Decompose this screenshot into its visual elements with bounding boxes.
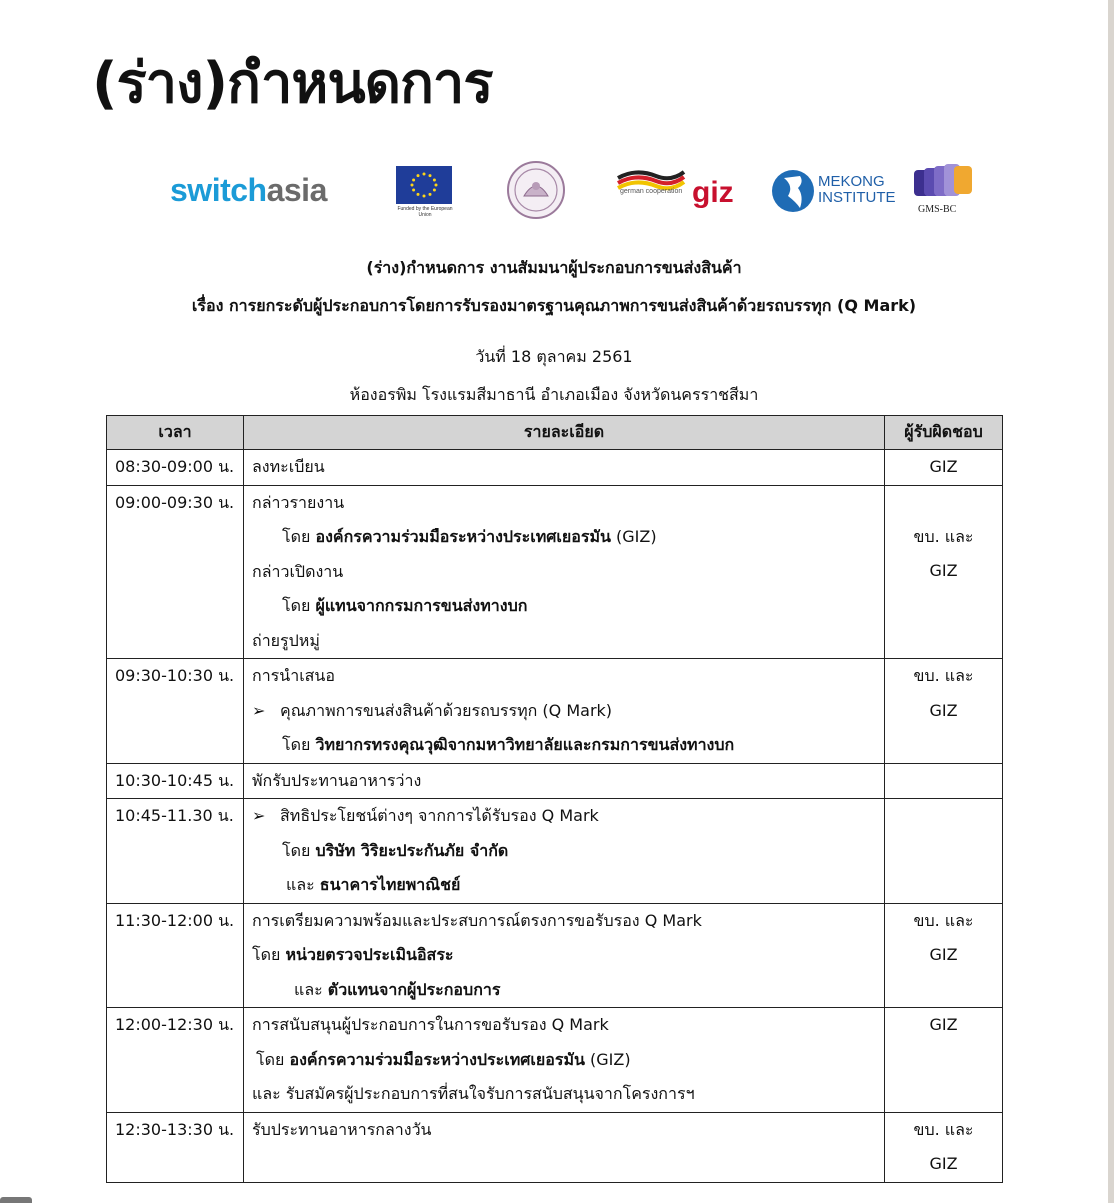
header-detail: รายละเอียด <box>244 416 885 450</box>
table-row <box>107 450 1003 486</box>
row-detail: กล่าวรายงาน <box>252 492 345 512</box>
row-detail-bullet: ➢ สิทธิประโยชน์ต่างๆ จากการได้รับรอง Q Mark <box>244 799 884 834</box>
row-responsible: ขบ. และ <box>913 526 974 546</box>
row-time: 10:30-10:45 น. <box>115 770 235 790</box>
heading-line-2: เรื่อง การยกระดับผู้ประกอบการโดยการรับรองมาตรฐานคุณภาพการขนส่งสินค้าด้วยรถบรรทุก (Q Mark) <box>191 296 917 315</box>
gms-bc-logo: GMS-BC <box>912 160 976 220</box>
row-responsible: ขบ. และ <box>913 1119 974 1139</box>
row-detail-and: และ ธนาคารไทยพาณิชย์ <box>286 875 461 894</box>
table-row <box>107 1112 1003 1182</box>
row-detail: พักรับประทานอาหารว่าง <box>252 770 422 790</box>
switchasia-logo: switchasia <box>170 172 327 208</box>
table-row <box>107 1008 1003 1113</box>
row-detail: และ รับสมัครผู้ประกอบการที่สนใจรับการสนับสนุนจากโครงการฯ <box>252 1084 695 1103</box>
table-row <box>107 799 1003 904</box>
row-detail: รับประทานอาหารกลางวัน <box>252 1119 432 1139</box>
row-responsible: GIZ <box>929 561 958 580</box>
table-row <box>107 903 1003 1008</box>
row-detail: การเตรียมความพร้อมและประสบการณ์ตรงการขอรับรอง Q Mark <box>252 910 702 930</box>
row-detail-by: โดย หน่วยตรวจประเมินอิสระ <box>252 945 454 964</box>
row-detail-by: โดย องค์กรความร่วมมือระหว่างประเทศเยอรมัน (GIZ) <box>282 527 657 546</box>
eu-flag-logo <box>396 166 454 218</box>
row-detail: ลงทะเบียน <box>252 457 325 476</box>
row-detail-by: โดย ผู้แทนจากกรมการขนส่งทางบก <box>282 596 528 615</box>
row-responsible: ขบ. และ <box>913 910 974 930</box>
mekong-institute-logo: MEKONG INSTITUTE <box>770 166 900 216</box>
page-edge <box>1108 0 1114 1203</box>
globe-icon <box>770 168 816 214</box>
row-responsible: GIZ <box>929 1154 958 1173</box>
row-detail: กล่าวเปิดงาน <box>252 561 344 581</box>
row-detail: การสนับสนุนผู้ประกอบการในการขอรับรอง Q Mark <box>252 1015 609 1034</box>
event-date: วันที่ 18 ตุลาคม 2561 <box>475 347 633 366</box>
row-time: 11:30-12:00 น. <box>115 910 235 930</box>
row-responsible: GIZ <box>929 457 958 476</box>
eu-caption: Funded by the European Union <box>397 206 453 218</box>
arrow-bullet-icon: ➢ <box>252 700 266 720</box>
row-time: 12:30-13:30 น. <box>115 1119 235 1139</box>
table-row <box>107 659 1003 764</box>
logo-strip <box>170 160 980 222</box>
row-responsible: GIZ <box>929 945 958 964</box>
heading-line-1: (ร่าง)กำหนดการ งานสัมมนาผู้ประกอบการขนส่งสินค้า <box>366 258 742 277</box>
row-time: 12:00-12:30 น. <box>115 1015 235 1034</box>
row-detail-by: โดย วิทยากรทรงคุณวุฒิจากมหาวิทยาลัยและกรมการขนส่งทางบก <box>282 735 735 754</box>
table-row <box>107 763 1003 799</box>
row-time: 09:30-10:30 น. <box>115 666 235 685</box>
row-detail: ถ่ายรูปหมู่ <box>252 630 320 650</box>
row-time: 10:45-11.30 น. <box>115 806 234 825</box>
row-responsible: GIZ <box>929 1015 958 1034</box>
row-detail-by: โดย องค์กรความร่วมมือระหว่างประเทศเยอรมัน (GIZ) <box>256 1049 631 1069</box>
row-time: 09:00-09:30 น. <box>115 492 235 512</box>
table-header-row <box>107 416 1003 450</box>
page-title: (ร่าง)กำหนดการ <box>92 51 493 116</box>
scrollbar-thumb[interactable] <box>0 1197 32 1203</box>
row-responsible: GIZ <box>929 700 958 720</box>
eu-flag-icon <box>396 166 452 204</box>
row-time: 08:30-09:00 น. <box>115 457 235 476</box>
row-detail-bullet: ➢ คุณภาพการขนส่งสินค้าด้วยรถบรรทุก (Q Mark) <box>244 694 884 729</box>
agenda-table <box>106 415 1003 1183</box>
event-venue: ห้องอรพิม โรงแรมสีมาธานี อำเภอเมือง จังหวัดนครราชสีมา <box>349 385 759 404</box>
header-responsible: ผู้รับผิดชอบ <box>885 416 1003 450</box>
table-row <box>107 485 1003 659</box>
row-detail: การนำเสนอ <box>252 666 335 685</box>
arrow-bullet-icon: ➢ <box>252 806 266 825</box>
government-seal-logo <box>506 160 566 224</box>
giz-logo: german cooperation giz <box>616 166 734 212</box>
header-time: เวลา <box>107 416 244 450</box>
row-detail-and: และ ตัวแทนจากผู้ประกอบการ <box>294 979 501 999</box>
row-detail-by: โดย บริษัท วิริยะประกันภัย จำกัด <box>282 840 509 860</box>
row-responsible: ขบ. และ <box>913 666 974 685</box>
